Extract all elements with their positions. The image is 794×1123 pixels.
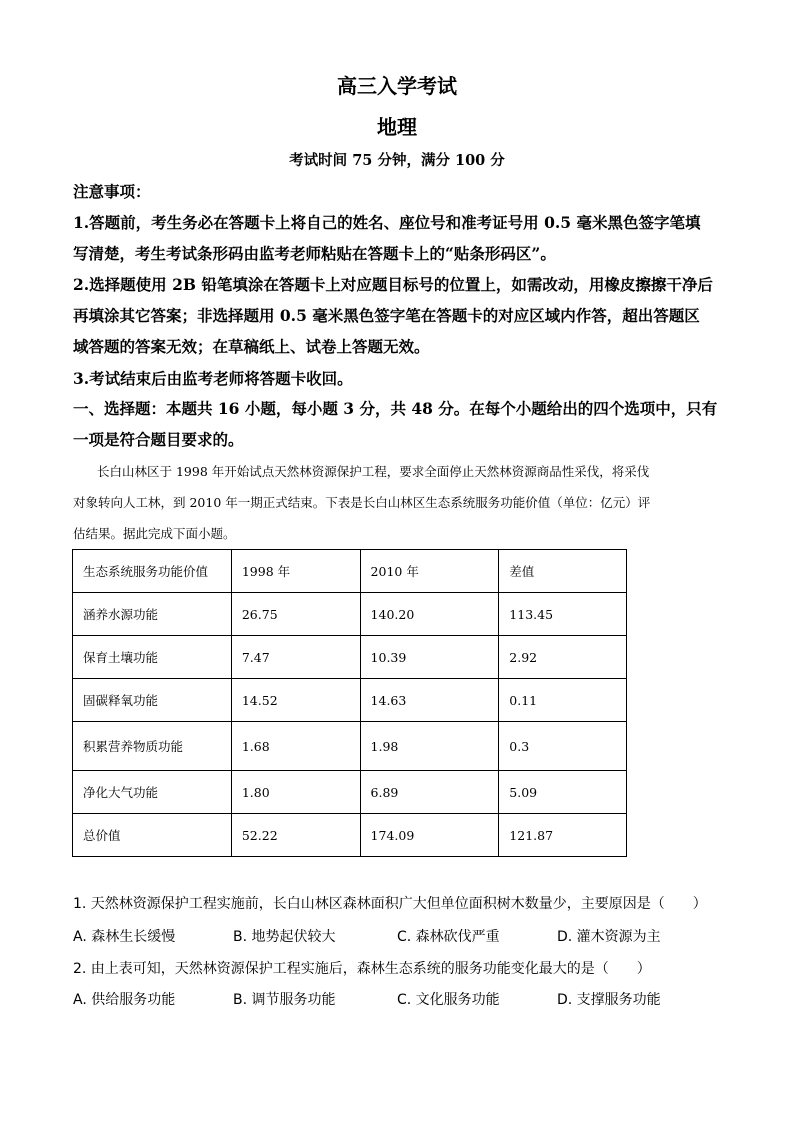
exam-title: 高三入学考试 — [337, 74, 457, 98]
table-header-cell: 差值 — [499, 550, 627, 593]
table-header-cell: 生态系统服务功能价值 — [73, 550, 232, 593]
notes-heading: 注意事项： — [73, 182, 151, 201]
notes-line: 再填涂其它答案；非选择题用 0.5 毫米黑色签字笔在答题卡的对应区域内作答，超出答题区 — [73, 306, 700, 325]
question-option: D. 支撑服务功能 — [557, 992, 661, 1008]
section-heading-line: 一、选择题：本题共 16 小题，每小题 3 分，共 48 分。在每个小题给出的四个选项中，只有 — [73, 399, 718, 418]
ecosystem-value-table — [72, 549, 627, 857]
table-cell: 1.68 — [231, 722, 360, 771]
table-row — [73, 771, 627, 814]
subject-title: 地理 — [377, 115, 417, 139]
table-cell: 5.09 — [499, 771, 627, 814]
table-cell: 6.89 — [360, 771, 499, 814]
time-info: 考试时间 75 分钟，满分 100 分 — [289, 152, 505, 169]
table-cell: 0.11 — [499, 679, 627, 722]
question-option: C. 森林砍伐严重 — [397, 929, 500, 945]
notes-line: 写清楚，考生考试条形码由监考老师粘贴在答题卡上的“贴条形码区”。 — [73, 244, 556, 263]
table-row — [73, 814, 627, 857]
notes-line: 域答题的答案无效；在草稿纸上、试卷上答题无效。 — [73, 337, 430, 356]
table-cell: 113.45 — [499, 593, 627, 636]
table-cell: 140.20 — [360, 593, 499, 636]
table-cell: 总价值 — [73, 814, 232, 857]
table-cell: 积累营养物质功能 — [73, 722, 232, 771]
passage-line: 对象转向人工林，到 2010 年一期正式结束。下表是长白山林区生态系统服务功能价值（单位：亿元）评 — [73, 495, 651, 510]
notes-line: 1.答题前，考生务必在答题卡上将自己的姓名、座位号和准考证号用 0.5 毫米黑色签字笔填 — [73, 213, 701, 232]
question-option: B. 调节服务功能 — [233, 992, 336, 1008]
table-cell: 174.09 — [360, 814, 499, 857]
table-header-cell: 2010 年 — [360, 550, 499, 593]
notes-line: 3.考试结束后由监考老师将答题卡收回。 — [73, 369, 353, 388]
table-cell: 14.52 — [231, 679, 360, 722]
question-option: A. 森林生长缓慢 — [73, 929, 176, 945]
question-option: D. 灌木资源为主 — [557, 929, 661, 945]
table-row — [73, 679, 627, 722]
table-cell: 26.75 — [231, 593, 360, 636]
table-cell: 保育土壤功能 — [73, 636, 232, 679]
section-heading-line: 一项是符合题目要求的。 — [73, 430, 244, 449]
question-option: A. 供给服务功能 — [73, 992, 176, 1008]
table-cell: 14.63 — [360, 679, 499, 722]
table-cell: 涵养水源功能 — [73, 593, 232, 636]
table-row — [73, 722, 627, 771]
table-cell: 固碳释氧功能 — [73, 679, 232, 722]
table-cell: 10.39 — [360, 636, 499, 679]
table-cell: 7.47 — [231, 636, 360, 679]
table-row — [73, 593, 627, 636]
table-cell: 1.98 — [360, 722, 499, 771]
table-cell: 1.80 — [231, 771, 360, 814]
table-row — [73, 636, 627, 679]
notes-line: 2.选择题使用 2B 铅笔填涂在答题卡上对应题目标号的位置上，如需改动，用橡皮擦擦干净后 — [73, 275, 713, 294]
table-cell: 0.3 — [499, 722, 627, 771]
passage-line: 估结果。据此完成下面小题。 — [73, 526, 236, 541]
table-cell: 52.22 — [231, 814, 360, 857]
table-header-row — [73, 550, 627, 593]
table-header-cell: 1998 年 — [231, 550, 360, 593]
table-cell: 净化大气功能 — [73, 771, 232, 814]
table-cell: 121.87 — [499, 814, 627, 857]
question-option: C. 文化服务功能 — [397, 992, 500, 1008]
question-stem: 2. 由上表可知，天然林资源保护工程实施后，森林生态系统的服务功能变化最大的是（ ） — [73, 961, 651, 977]
passage-line: 长白山林区于 1998 年开始试点天然林资源保护工程，要求全面停止天然林资源商品性采伐，将采伐 — [97, 464, 650, 479]
question-option: B. 地势起伏较大 — [233, 929, 336, 945]
table-cell: 2.92 — [499, 636, 627, 679]
question-stem: 1. 天然林资源保护工程实施前，长白山林区森林面积广大但单位面积树木数量少，主要原因是（ ） — [73, 896, 707, 912]
